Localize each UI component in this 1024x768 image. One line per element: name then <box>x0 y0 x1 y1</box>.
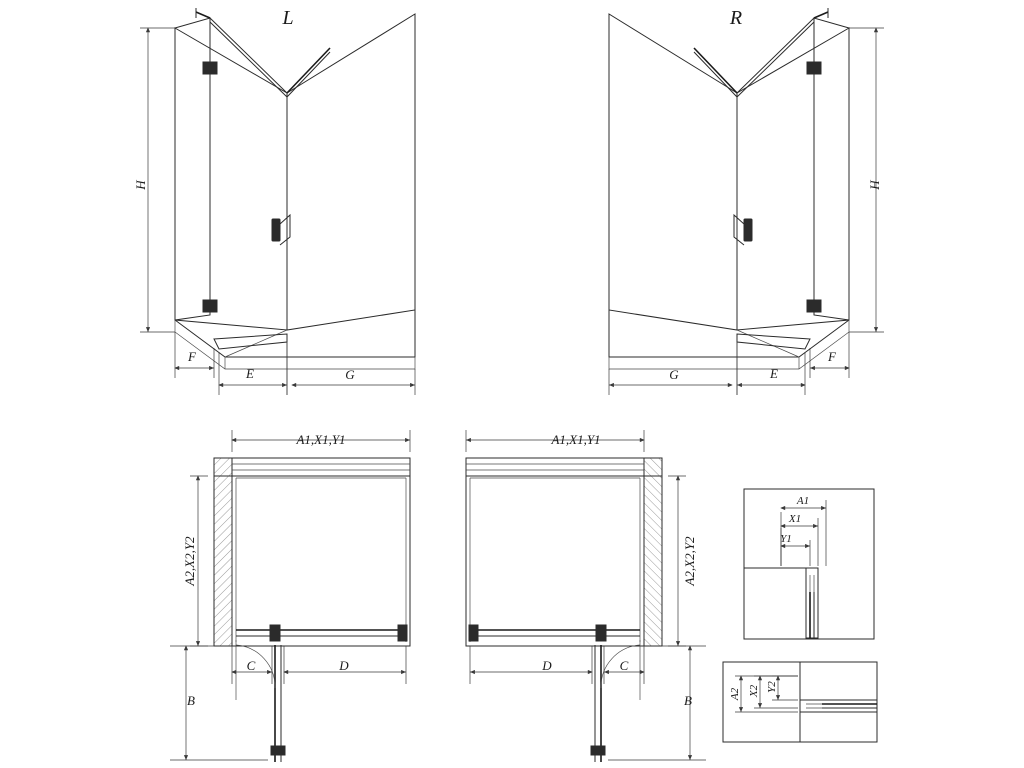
iso-view-left <box>140 8 415 395</box>
detail-bottom-dim-x2: X2 <box>748 684 760 698</box>
iso-left-dim-f: F <box>188 349 196 364</box>
detail-top-dim-x1: X1 <box>788 513 802 525</box>
iso-right-variant-label: R <box>729 7 743 29</box>
detail-bottom-box <box>723 662 877 742</box>
plan-left-side-dim: A2,X2,Y2 <box>182 536 197 586</box>
iso-left-dim-g: G <box>345 367 355 382</box>
plan-right-dim-b: B <box>684 693 692 708</box>
plan-right-side-dim: A2,X2,Y2 <box>682 536 697 586</box>
iso-left-dim-e: E <box>246 366 254 381</box>
iso-left-variant-label: L <box>282 7 294 29</box>
iso-right-dim-e: E <box>770 366 778 381</box>
plan-right-dim-d: D <box>542 658 552 673</box>
detail-bottom-dim-y2: Y2 <box>766 681 778 693</box>
plan-right-dim-c: C <box>619 658 629 673</box>
iso-view-right <box>609 8 884 395</box>
detail-top-dim-y1: Y1 <box>780 533 792 545</box>
iso-right-height-label: H <box>867 180 882 190</box>
plan-left-dim-c: C <box>246 658 256 673</box>
plan-view-right <box>466 430 706 762</box>
plan-left-dim-d: D <box>339 658 349 673</box>
detail-top-dim-a1: A1 <box>796 495 810 507</box>
iso-left-height-label: H <box>133 180 148 190</box>
iso-right-dim-g: G <box>669 367 679 382</box>
plan-view-left <box>170 430 410 762</box>
iso-right-dim-f: F <box>828 349 836 364</box>
plan-left-top-dim: A1,X1,Y1 <box>296 432 346 447</box>
detail-bottom-dim-a2: A2 <box>729 687 741 701</box>
plan-right-top-dim: A1,X1,Y1 <box>551 432 601 447</box>
detail-top-box <box>744 489 874 639</box>
plan-left-dim-b: B <box>187 693 195 708</box>
